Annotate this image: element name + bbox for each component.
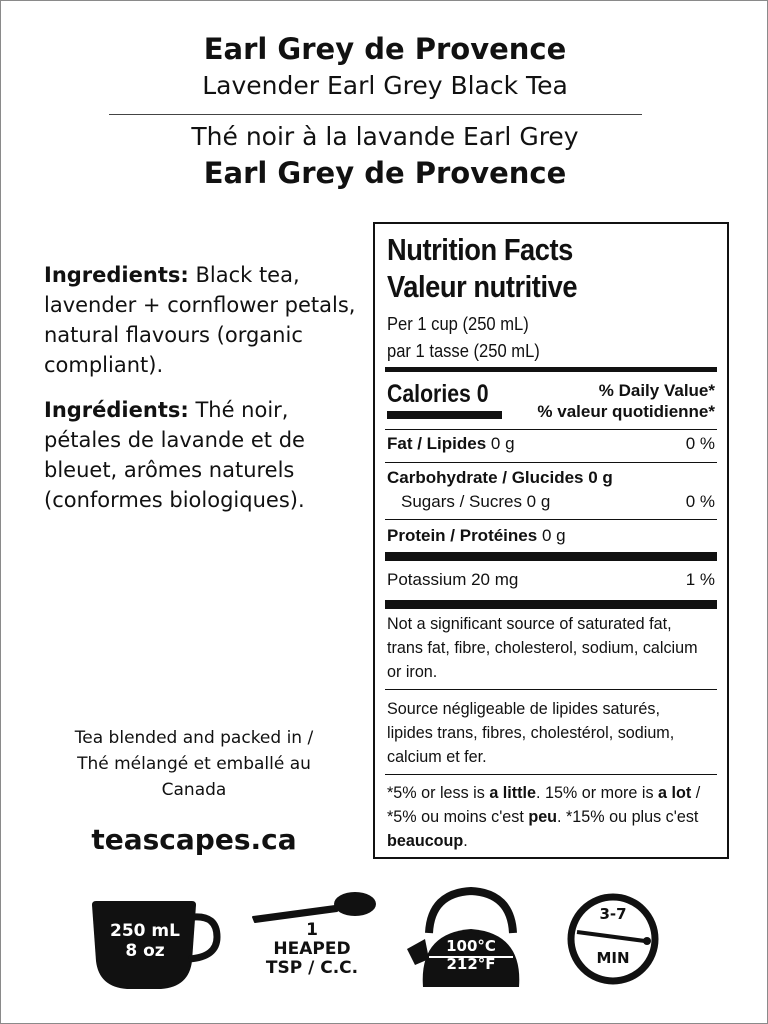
product-name-en: Earl Grey de Provence <box>203 32 567 66</box>
ingredients-en-text: Black tea, lavender + cornflower petals, natural flavours (organic compliant). <box>44 263 356 377</box>
spoon-unit: TSP / C.C. <box>265 958 359 978</box>
calories-underline <box>387 411 502 419</box>
protein-divider <box>385 552 717 561</box>
ingredients-en <box>44 260 364 380</box>
spoon-count: 1 <box>306 920 318 940</box>
ingredients-fr <box>44 395 364 515</box>
sugars-row <box>401 492 715 512</box>
origin-line-2: Thé mélangé et emballé au <box>77 754 311 774</box>
fat-value: 0 g <box>490 434 515 453</box>
serving-size-fr: par 1 tasse (250 mL) <box>387 341 540 361</box>
sugars-label: Sugars / Sucres 0 g <box>401 492 551 511</box>
protein-row <box>387 526 715 546</box>
nutrition-facts-table <box>373 222 729 859</box>
origin-line-3: Canada <box>161 780 227 800</box>
note-en: Not a significant source of saturated fat, trans fat, fibre, cholesterol, sodium, calcium or iron. <box>387 614 698 681</box>
fat-row <box>387 434 715 454</box>
carbohydrate-row <box>387 468 715 488</box>
divider <box>385 519 717 520</box>
serving-size-en: Per 1 cup (250 mL) <box>387 314 529 334</box>
fat-dv: 0 % <box>685 434 715 453</box>
ingredients-fr-label: Ingrédients: <box>44 398 189 422</box>
divider <box>385 462 717 463</box>
website-url: teascapes.ca <box>91 823 297 856</box>
sugars-dv: 0 % <box>685 492 715 511</box>
carbohydrate-label: Carbohydrate / Glucides 0 g <box>387 468 613 487</box>
ingredients-en-label: Ingredients: <box>44 263 189 287</box>
note-fr: Source négligeable de lipides saturés, lipides trans, fibres, cholestérol, sodium, calcium et fer. <box>387 699 675 766</box>
spoon-heaped: HEAPED <box>273 939 351 959</box>
footnote: *5% or less is a little. 15% or more is a lot / *5% ou moins c'est peu. *15% ou plus c'est beaucoup. <box>387 783 701 850</box>
origin-statement <box>29 725 359 803</box>
ingredients-fr-text: Thé noir, pétales de lavande et de bleuet, arômes naturels (conformes biologiques). <box>44 398 305 512</box>
product-name-fr: Earl Grey de Provence <box>203 156 567 190</box>
potassium-divider <box>385 600 717 609</box>
potassium-label: Potassium 20 mg <box>387 570 519 589</box>
product-description-fr: Thé noir à la lavande Earl Grey <box>191 122 579 151</box>
potassium-dv: 1 % <box>685 570 715 589</box>
origin-line-1: Tea blended and packed in / <box>74 728 314 748</box>
nutrition-title-fr: Valeur nutritive <box>387 269 578 304</box>
brewing-instructions <box>1 881 768 991</box>
daily-value-en: % Daily Value* <box>598 381 715 400</box>
nutrition-title-en: Nutrition Facts <box>387 232 573 267</box>
potassium-row <box>387 570 715 590</box>
divider <box>385 429 717 430</box>
protein-value: 0 g <box>541 526 566 545</box>
protein-label: Protein / Protéines <box>387 526 538 545</box>
divider <box>385 689 717 690</box>
fat-label: Fat / Lipides <box>387 434 487 453</box>
water-temp-celsius: 100°C <box>446 937 496 955</box>
divider <box>385 774 717 775</box>
calories: Calories 0 <box>387 380 489 408</box>
product-description-en: Lavender Earl Grey Black Tea <box>202 71 568 100</box>
daily-value-fr: % valeur quotidienne* <box>537 402 715 421</box>
cup-volume: 250 mL <box>110 921 180 941</box>
timer-minutes-range: 3-7 <box>599 905 627 923</box>
timer-unit: MIN <box>596 949 630 967</box>
daily-value-header <box>537 380 715 422</box>
title-divider <box>109 114 642 115</box>
water-temp-fahrenheit: 212°F <box>446 955 496 973</box>
serving-divider <box>385 367 717 372</box>
cup-ounces: 8 oz <box>125 941 165 961</box>
